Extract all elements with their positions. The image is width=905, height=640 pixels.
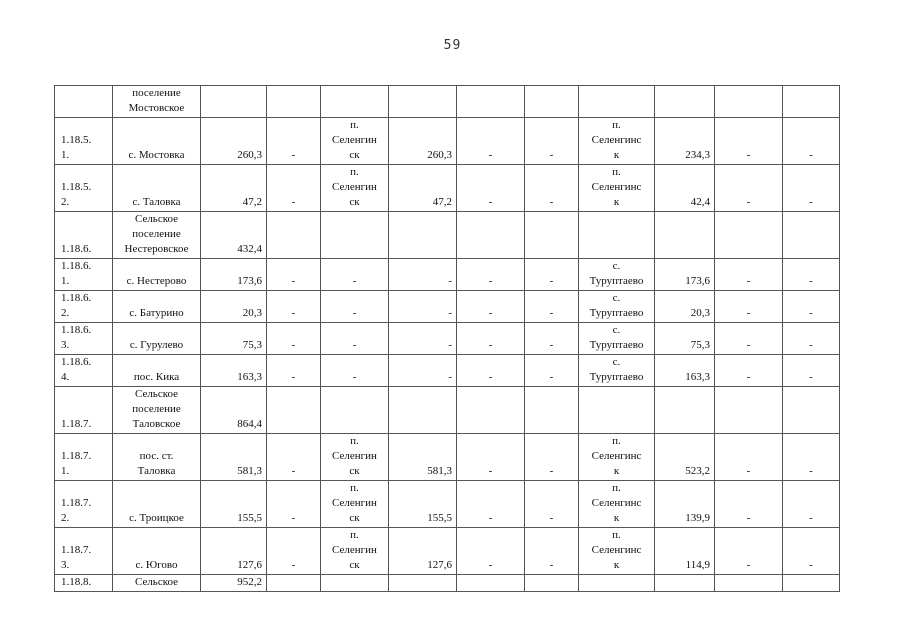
table-cell: с. Туруптаево — [579, 355, 655, 387]
table-cell — [715, 387, 783, 434]
table-cell: 1.18.5. 2. — [55, 165, 113, 212]
table-cell: - — [267, 481, 321, 528]
table-cell — [55, 86, 113, 118]
table-cell: 1.18.7. 1. — [55, 434, 113, 481]
table-cell — [389, 575, 457, 592]
table-cell — [579, 387, 655, 434]
table-cell: с. Нестерово — [113, 259, 201, 291]
table-cell: - — [457, 355, 525, 387]
table-cell: 523,2 — [655, 434, 715, 481]
table-cell: с. Туруптаево — [579, 259, 655, 291]
table-cell: - — [525, 118, 579, 165]
table-cell: - — [389, 259, 457, 291]
table-cell — [525, 86, 579, 118]
table-cell — [715, 575, 783, 592]
table-cell: 139,9 — [655, 481, 715, 528]
table-cell: - — [457, 528, 525, 575]
table-cell: Сельское поселение Таловское — [113, 387, 201, 434]
table-cell: - — [321, 323, 389, 355]
table-cell — [655, 212, 715, 259]
table-cell: - — [267, 165, 321, 212]
table-cell: 952,2 — [201, 575, 267, 592]
table-cell: п. Селенгинс к — [579, 118, 655, 165]
table-cell: пос. ст. Таловка — [113, 434, 201, 481]
table-cell: - — [457, 481, 525, 528]
table-cell: п. Селенгин ск — [321, 118, 389, 165]
table-cell — [783, 212, 840, 259]
table-cell: 173,6 — [655, 259, 715, 291]
table-cell: п. Селенгин ск — [321, 528, 389, 575]
table-cell: поселение Мостовское — [113, 86, 201, 118]
table-row — [55, 118, 840, 165]
table-cell: - — [267, 434, 321, 481]
table-cell: 75,3 — [201, 323, 267, 355]
table-cell — [201, 86, 267, 118]
table-cell: - — [715, 528, 783, 575]
table-cell: 1.18.6. 1. — [55, 259, 113, 291]
table-cell: 20,3 — [655, 291, 715, 323]
settlements-table — [54, 85, 840, 592]
table-cell — [525, 387, 579, 434]
table-cell — [389, 86, 457, 118]
table-row — [55, 212, 840, 259]
table-cell: п. Селенгинс к — [579, 165, 655, 212]
table-cell: - — [715, 323, 783, 355]
table-cell — [321, 86, 389, 118]
table-cell: - — [525, 355, 579, 387]
table-cell: 75,3 — [655, 323, 715, 355]
table-cell — [321, 387, 389, 434]
table-cell — [655, 86, 715, 118]
table-cell: 260,3 — [389, 118, 457, 165]
table-cell: 1.18.6. 2. — [55, 291, 113, 323]
table-row — [55, 355, 840, 387]
table-cell: Сельское поселение Нестеровское — [113, 212, 201, 259]
table-cell: - — [321, 259, 389, 291]
table-cell: - — [267, 528, 321, 575]
table-cell: - — [457, 259, 525, 291]
table-cell — [321, 212, 389, 259]
table-cell: 1.18.7. 2. — [55, 481, 113, 528]
table-cell: - — [715, 434, 783, 481]
table-cell — [267, 387, 321, 434]
table-cell — [783, 387, 840, 434]
table-cell: - — [457, 434, 525, 481]
table-cell — [783, 86, 840, 118]
table-cell: - — [783, 118, 840, 165]
table-cell: - — [715, 118, 783, 165]
table-cell — [579, 575, 655, 592]
table-cell: - — [525, 291, 579, 323]
table-row — [55, 323, 840, 355]
table-cell: 127,6 — [201, 528, 267, 575]
table-cell: - — [267, 259, 321, 291]
table-cell: с. Мостовка — [113, 118, 201, 165]
table-row — [55, 434, 840, 481]
table-cell: 47,2 — [201, 165, 267, 212]
table-cell — [457, 575, 525, 592]
table-cell: - — [525, 323, 579, 355]
table-cell: 234,3 — [655, 118, 715, 165]
table-cell: - — [783, 528, 840, 575]
table-cell: - — [783, 323, 840, 355]
table-cell: 163,3 — [201, 355, 267, 387]
table-cell: 155,5 — [201, 481, 267, 528]
table-cell: - — [389, 323, 457, 355]
table-cell: 163,3 — [655, 355, 715, 387]
table-cell — [267, 212, 321, 259]
table-cell: - — [715, 259, 783, 291]
table-cell: - — [715, 355, 783, 387]
table-cell: - — [457, 323, 525, 355]
table-cell: с. Туруптаево — [579, 323, 655, 355]
table-cell: с. Туруптаево — [579, 291, 655, 323]
table-cell: - — [267, 323, 321, 355]
table-cell: пос. Кика — [113, 355, 201, 387]
table-cell: - — [783, 481, 840, 528]
table-cell: 1.18.6. — [55, 212, 113, 259]
table-cell: - — [525, 528, 579, 575]
table-cell: - — [783, 165, 840, 212]
page-number: 59 — [443, 38, 462, 53]
table-cell — [457, 387, 525, 434]
table-cell: п. Селенгин ск — [321, 434, 389, 481]
table-cell: - — [715, 481, 783, 528]
table-cell: п. Селенгин ск — [321, 481, 389, 528]
table-cell: 581,3 — [201, 434, 267, 481]
table-cell: 260,3 — [201, 118, 267, 165]
table-cell: с. Батурино — [113, 291, 201, 323]
table-cell: 581,3 — [389, 434, 457, 481]
table-cell: 114,9 — [655, 528, 715, 575]
table-cell — [389, 212, 457, 259]
table-cell: п. Селенгинс к — [579, 434, 655, 481]
table-cell: 1.18.8. — [55, 575, 113, 592]
table-cell: с. Югово — [113, 528, 201, 575]
table-cell: 432,4 — [201, 212, 267, 259]
table-cell: - — [525, 434, 579, 481]
table-cell: 42,4 — [655, 165, 715, 212]
table-cell — [783, 575, 840, 592]
table-row — [55, 387, 840, 434]
table-cell: - — [457, 118, 525, 165]
table-cell — [655, 575, 715, 592]
table-cell: - — [457, 165, 525, 212]
table-cell: 127,6 — [389, 528, 457, 575]
table-cell — [525, 575, 579, 592]
table-cell — [389, 387, 457, 434]
table-cell — [267, 575, 321, 592]
table-cell: 1.18.6. 3. — [55, 323, 113, 355]
table-cell: - — [783, 355, 840, 387]
table-row — [55, 86, 840, 118]
table-cell: с. Гурулево — [113, 323, 201, 355]
table-cell: п. Селенгинс к — [579, 481, 655, 528]
table-cell — [457, 212, 525, 259]
table-cell: 864,4 — [201, 387, 267, 434]
table-row — [55, 259, 840, 291]
table-cell — [579, 86, 655, 118]
table-cell: с. Троицкое — [113, 481, 201, 528]
table-cell: Сельское — [113, 575, 201, 592]
table-cell: - — [389, 291, 457, 323]
table-cell: п. Селенгинс к — [579, 528, 655, 575]
table-cell: - — [321, 355, 389, 387]
table-cell: - — [525, 259, 579, 291]
table-cell: - — [715, 165, 783, 212]
table-cell: 1.18.7. — [55, 387, 113, 434]
table-cell: 1.18.6. 4. — [55, 355, 113, 387]
table-row — [55, 528, 840, 575]
table-cell: - — [389, 355, 457, 387]
table-cell: - — [457, 291, 525, 323]
table-cell — [321, 575, 389, 592]
table-cell: - — [783, 259, 840, 291]
table-cell: - — [321, 291, 389, 323]
table-row — [55, 165, 840, 212]
table-cell: 1.18.5. 1. — [55, 118, 113, 165]
table-cell: 20,3 — [201, 291, 267, 323]
table-cell — [579, 212, 655, 259]
table-cell — [715, 86, 783, 118]
table-cell: 1.18.7. 3. — [55, 528, 113, 575]
table-row — [55, 481, 840, 528]
table-cell: 47,2 — [389, 165, 457, 212]
table-cell — [715, 212, 783, 259]
table-cell: - — [783, 434, 840, 481]
table-cell: - — [267, 355, 321, 387]
table-row — [55, 575, 840, 592]
table-cell — [457, 86, 525, 118]
table-cell: - — [525, 165, 579, 212]
table-row — [55, 291, 840, 323]
table-cell — [655, 387, 715, 434]
table-cell: - — [525, 481, 579, 528]
table-cell: - — [267, 291, 321, 323]
table-cell: - — [715, 291, 783, 323]
table-cell: 173,6 — [201, 259, 267, 291]
table-cell: - — [783, 291, 840, 323]
table-cell: 155,5 — [389, 481, 457, 528]
table-cell: с. Таловка — [113, 165, 201, 212]
table-cell: п. Селенгин ск — [321, 165, 389, 212]
table-cell: - — [267, 118, 321, 165]
table-cell — [525, 212, 579, 259]
table-cell — [267, 86, 321, 118]
